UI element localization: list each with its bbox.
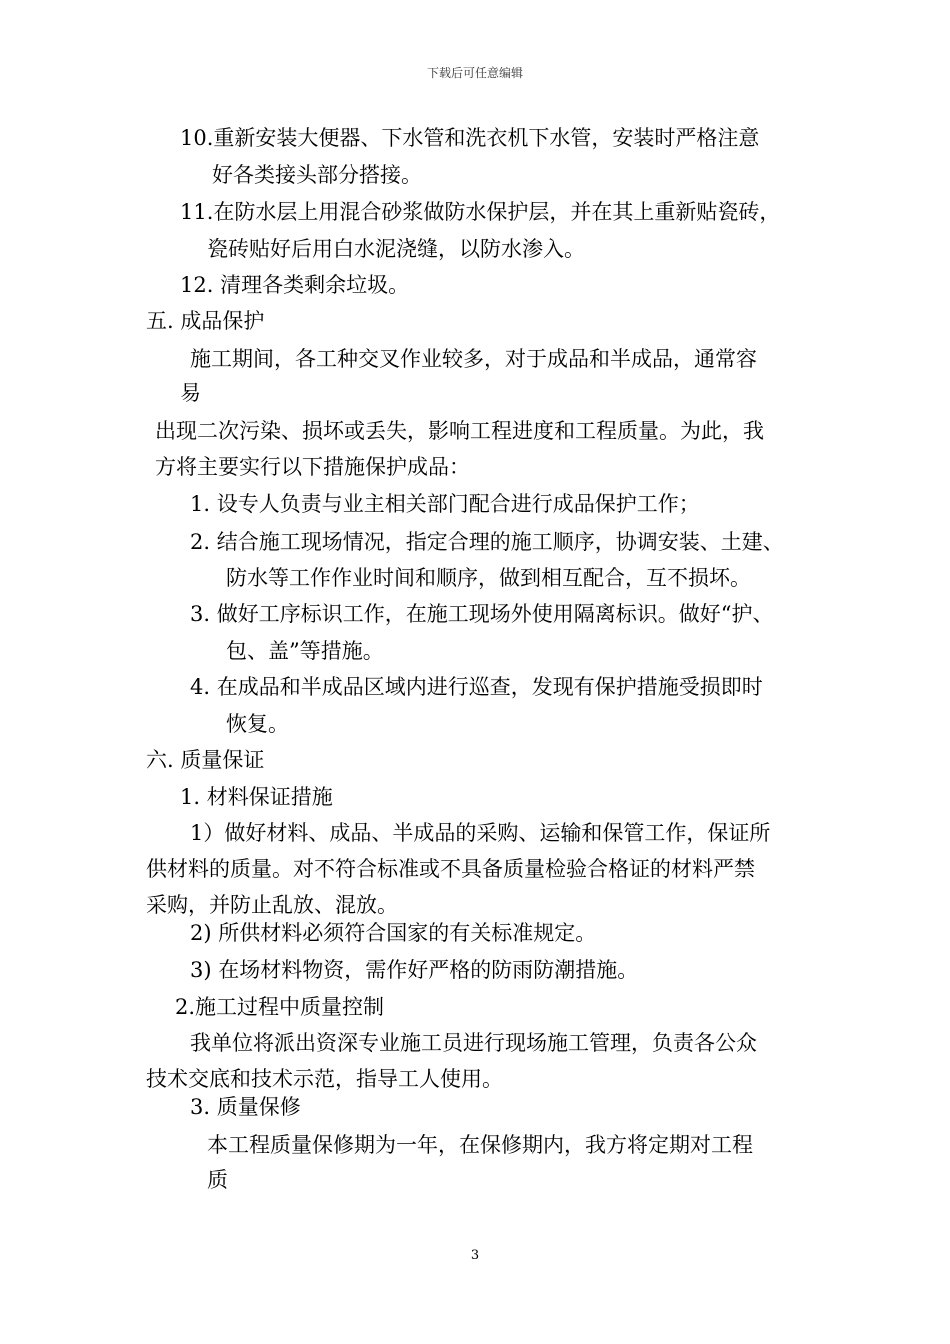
paragraph-line: 方将主要实行以下措施保护成品： bbox=[155, 455, 470, 479]
list-item-11-cont: 瓷砖贴好后用白水泥浇缝，以防水渗入。 bbox=[207, 237, 585, 261]
list-item-11: 11.在防水层上用混合砂浆做防水保护层，并在其上重新贴瓷砖， bbox=[180, 200, 781, 224]
paragraph-line: 2) 所供材料必须符合国家的有关标准规定。 bbox=[190, 921, 597, 945]
paragraph-line: 本工程质量保修期为一年，在保修期内，我方将定期对工程 bbox=[207, 1133, 753, 1157]
paragraph-line: 1）做好材料、成品、半成品的采购、运输和保管工作，保证所 bbox=[190, 821, 771, 845]
paragraph-line: 易 bbox=[180, 381, 201, 405]
page-header: 下载后可任意编辑 bbox=[426, 66, 523, 80]
paragraph-line: 3) 在场材料物资，需作好严格的防雨防潮措施。 bbox=[190, 958, 639, 982]
list-item-3-cont: 包、盖”等措施。 bbox=[226, 639, 384, 663]
list-item-1: 1. 设专人负责与业主相关部门配合进行成品保护工作； bbox=[190, 492, 700, 516]
paragraph-line: 质 bbox=[207, 1168, 228, 1192]
list-item-10: 10.重新安装大便器、下水管和洗衣机下水管，安装时严格注意 bbox=[180, 126, 760, 150]
list-item-4: 4. 在成品和半成品区域内进行巡查，发现有保护措施受损即时 bbox=[190, 675, 763, 699]
list-item-2: 2. 结合施工现场情况，指定合理的施工顺序，协调安装、土建、 bbox=[190, 530, 784, 554]
list-item-4-cont: 恢复。 bbox=[226, 712, 289, 736]
section-heading-5: 五. 成品保护 bbox=[146, 309, 265, 333]
paragraph-line: 我单位将派出资深专业施工员进行现场施工管理，负责各公众 bbox=[190, 1031, 757, 1055]
list-item-10-cont: 好各类接头部分搭接。 bbox=[212, 163, 422, 187]
paragraph-line: 供材料的质量。对不符合标准或不具备质量检验合格证的材料严禁 bbox=[146, 857, 755, 881]
list-item-2-cont: 防水等工作作业时间和顺序，做到相互配合，互不损坏。 bbox=[226, 566, 751, 590]
paragraph-line: 出现二次污染、损坏或丢失，影响工程进度和工程质量。为此，我 bbox=[155, 419, 764, 443]
paragraph-line: 施工期间，各工种交叉作业较多，对于成品和半成品，通常容 bbox=[190, 347, 757, 371]
subheading-2: 2.施工过程中质量控制 bbox=[175, 995, 385, 1019]
subheading-1: 1. 材料保证措施 bbox=[180, 785, 333, 809]
paragraph-line: 采购，并防止乱放、混放。 bbox=[146, 893, 398, 917]
section-heading-6: 六. 质量保证 bbox=[146, 748, 265, 772]
subheading-3: 3. 质量保修 bbox=[190, 1095, 301, 1119]
list-item-12: 12. 清理各类剩余垃圾。 bbox=[180, 273, 410, 297]
list-item-3: 3. 做好工序标识工作，在施工现场外使用隔离标识。做好“护、 bbox=[190, 602, 774, 626]
page-number: 3 bbox=[470, 1248, 480, 1263]
paragraph-line: 技术交底和技术示范，指导工人使用。 bbox=[146, 1067, 503, 1091]
